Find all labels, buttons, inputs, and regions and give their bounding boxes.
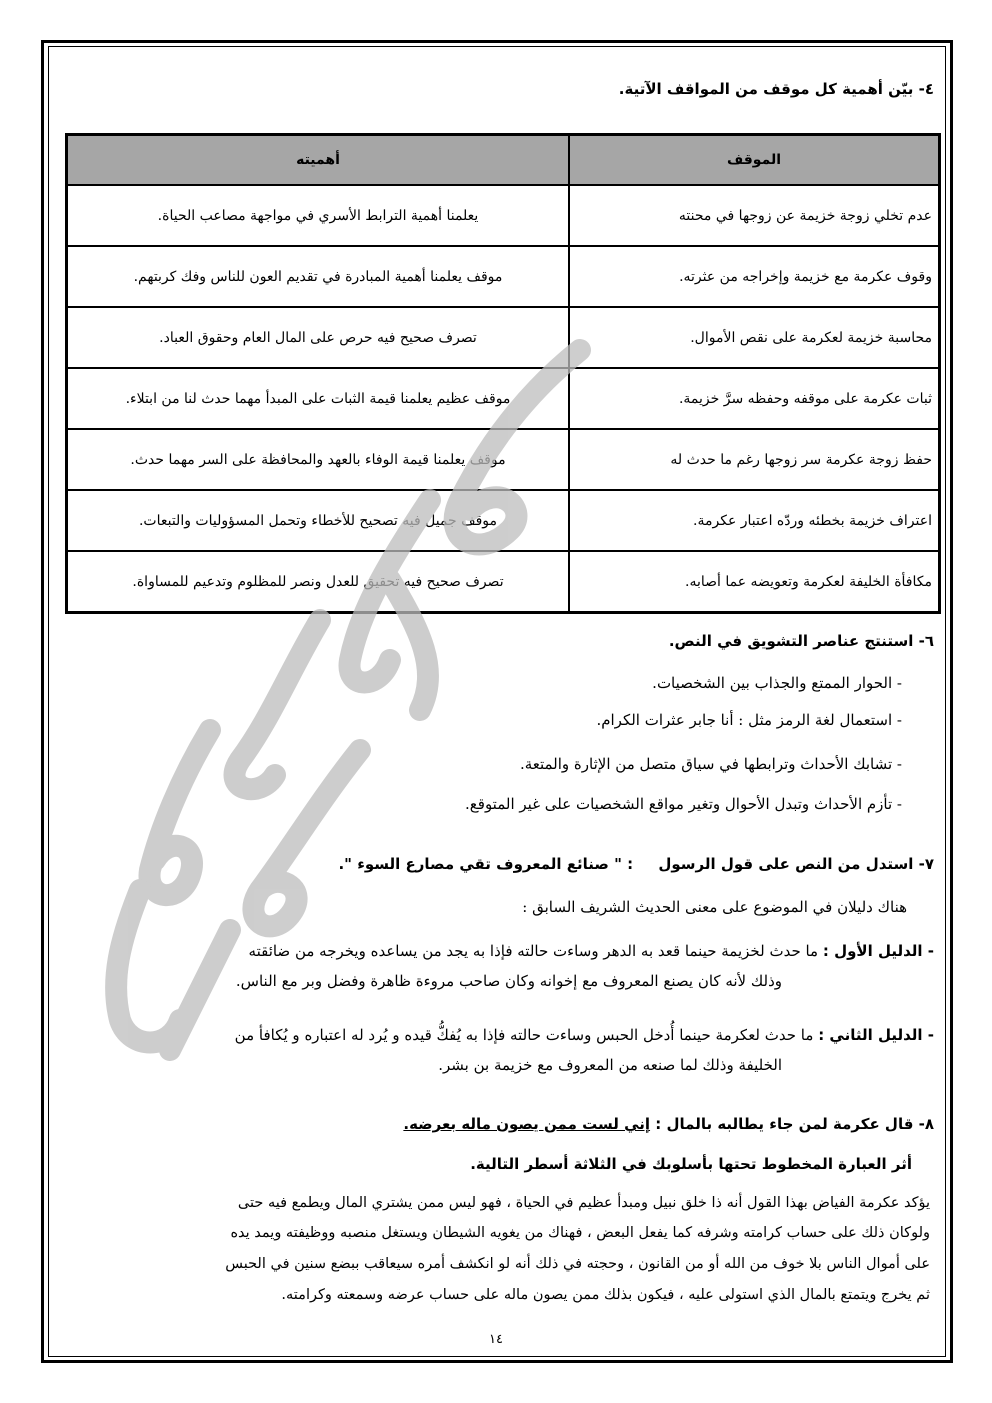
answer-line: على أموال الناس بلا خوف من الله أو من القانون ، وحجته في ذلك أنه لو انكشف أمره سيعاقب ببضع سنين في الحبس [225,1256,930,1272]
cell-importance: يعلمنا أهمية الترابط الأسري في مواجهة مصاعب الحياة. [67,185,570,246]
list-item: - استعمال لغة الرمز مثل : أنا جابر عثرات الكرام. [596,711,902,729]
table-row [67,246,940,307]
evidence-2-text: ما حدث لعكرمة حينما أُدخل الحبس وساءت حالته فإذا به يُفكُّ قيده و يُرد له اعتباره و يُكافأ من [234,1026,814,1044]
answer-line: ولوكان ذلك على حساب كرامته وشرفه كما يفعل البعض ، فهناك من يغويه الشيطان ويستغل منصبه ووظيفته ويمد يده [230,1225,930,1241]
page-number: ١٤ [489,1332,503,1347]
table-row [67,551,940,613]
header-position: الموقف [569,135,940,186]
question-4-title: ٤- بيّن أهمية كل موقف من المواقف الآتية. [618,80,934,98]
cell-position: اعتراف خزيمة بخطئه وردّه اعتبار عكرمة. [569,490,940,551]
cell-importance: موقف عظيم يعلمنا قيمة الثبات على المبدأ مهما حدث لنا من ابتلاء. [67,368,570,429]
answer-line: يؤكد عكرمة الفياض بهذا القول أنه ذا خلق نبيل ومبدأ عظيم في الحياة ، فهو ليس ممن يشتري المال ويطمع فيه حتى [237,1195,930,1211]
cell-importance: موقف جميل فيه تصحيح للأخطاء وتحمل المسؤوليات والتبعات. [67,490,570,551]
cell-position: حفظ زوجة عكرمة سر زوجها رغم ما حدث له [569,429,940,490]
list-item: - الحوار الممتع والجذاب بين الشخصيات. [652,674,902,692]
answer-line: ثم يخرج ويتمتع بالمال الذي استولى عليه ، فيكون بذلك ممن يصون ماله على حساب عرضه وسمعته وكرامته. [281,1287,930,1303]
question-7-prefix: ٧- استدل من النص على قول الرسول [658,855,934,873]
cell-position: عدم تخلي زوجة خزيمة عن زوجها في محنته [569,185,940,246]
evidence-1-label: - الدليل الأول : [822,942,934,960]
cell-importance: موقف يعلمنا قيمة الوفاء بالعهد والمحافظة على السر مهما حدث. [67,429,570,490]
cell-position: ثبات عكرمة على موقفه وحفظه سرَّ خزيمة. [569,368,940,429]
table-row [67,185,940,246]
table-row [67,368,940,429]
table-row [67,429,940,490]
cell-position: محاسبة خزيمة لعكرمة على نقص الأموال. [569,307,940,368]
question-8-quote: إني لست ممن يصون ماله بعرضه. [403,1115,651,1133]
cell-importance: موقف يعلمنا أهمية المبادرة في تقديم العون للناس وفك كربتهم. [67,246,570,307]
evidence-2-line-2: الخليفة وذلك لما صنعه من المعروف مع خزيمة بن بشر. [438,1056,782,1074]
evidence-1-line-2: وذلك لأنه كان يصنع المعروف مع إخوانه وكان صاحب مروءة ظاهرة وفضل وبر مع الناس. [235,972,782,990]
positions-table [65,133,941,614]
cell-importance: تصرف صحيح فيه تحقيق للعدل ونصر للمظلوم وتدعيم للمساواة. [67,551,570,613]
evidence-2-label: - الدليل الثاني : [818,1026,934,1044]
header-importance: أهميته [67,135,570,186]
table-header-row [67,135,940,186]
question-8-subtitle: أثر العبارة المخطوط تحتها بأسلوبك في الثلاثة أسطر التالية. [470,1155,912,1173]
question-7-intro: هناك دليلان في الموضوع على معنى الحديث الشريف السابق : [522,898,907,916]
question-7-hadith: : " صنائع المعروف تقي مصارع السوء ". [338,855,634,873]
cell-position: مكافأة الخليفة لعكرمة وتعويضه عما أصابه. [569,551,940,613]
cell-position: وقوف عكرمة مع خزيمة وإخراجه من عثرته. [569,246,940,307]
table-row [67,490,940,551]
evidence-1-line-1 [249,942,934,960]
question-8-prefix: ٨- قال عكرمة لمن جاء يطالبه بالمال : [655,1115,934,1133]
question-6-title: ٦- استنتج عناصر التشويق في النص. [668,632,934,650]
table-row [67,307,940,368]
list-item: - تأزم الأحداث وتبدل الأحوال وتغير مواقع الشخصيات على غير المتوقع. [465,795,902,813]
evidence-1-text: ما حدث لخزيمة حينما قعد به الدهر وساءت حالته فإذا به يجد من يساعده ويخرجه من ضائقته [248,942,819,960]
list-item: - تشابك الأحداث وترابطها في سياق متصل من الإثارة والمتعة. [519,755,902,773]
question-8-title [403,1115,934,1133]
cell-importance: تصرف صحيح فيه حرص على المال العام وحقوق العباد. [67,307,570,368]
evidence-2-line-1 [235,1026,934,1044]
question-7-title [338,855,934,873]
